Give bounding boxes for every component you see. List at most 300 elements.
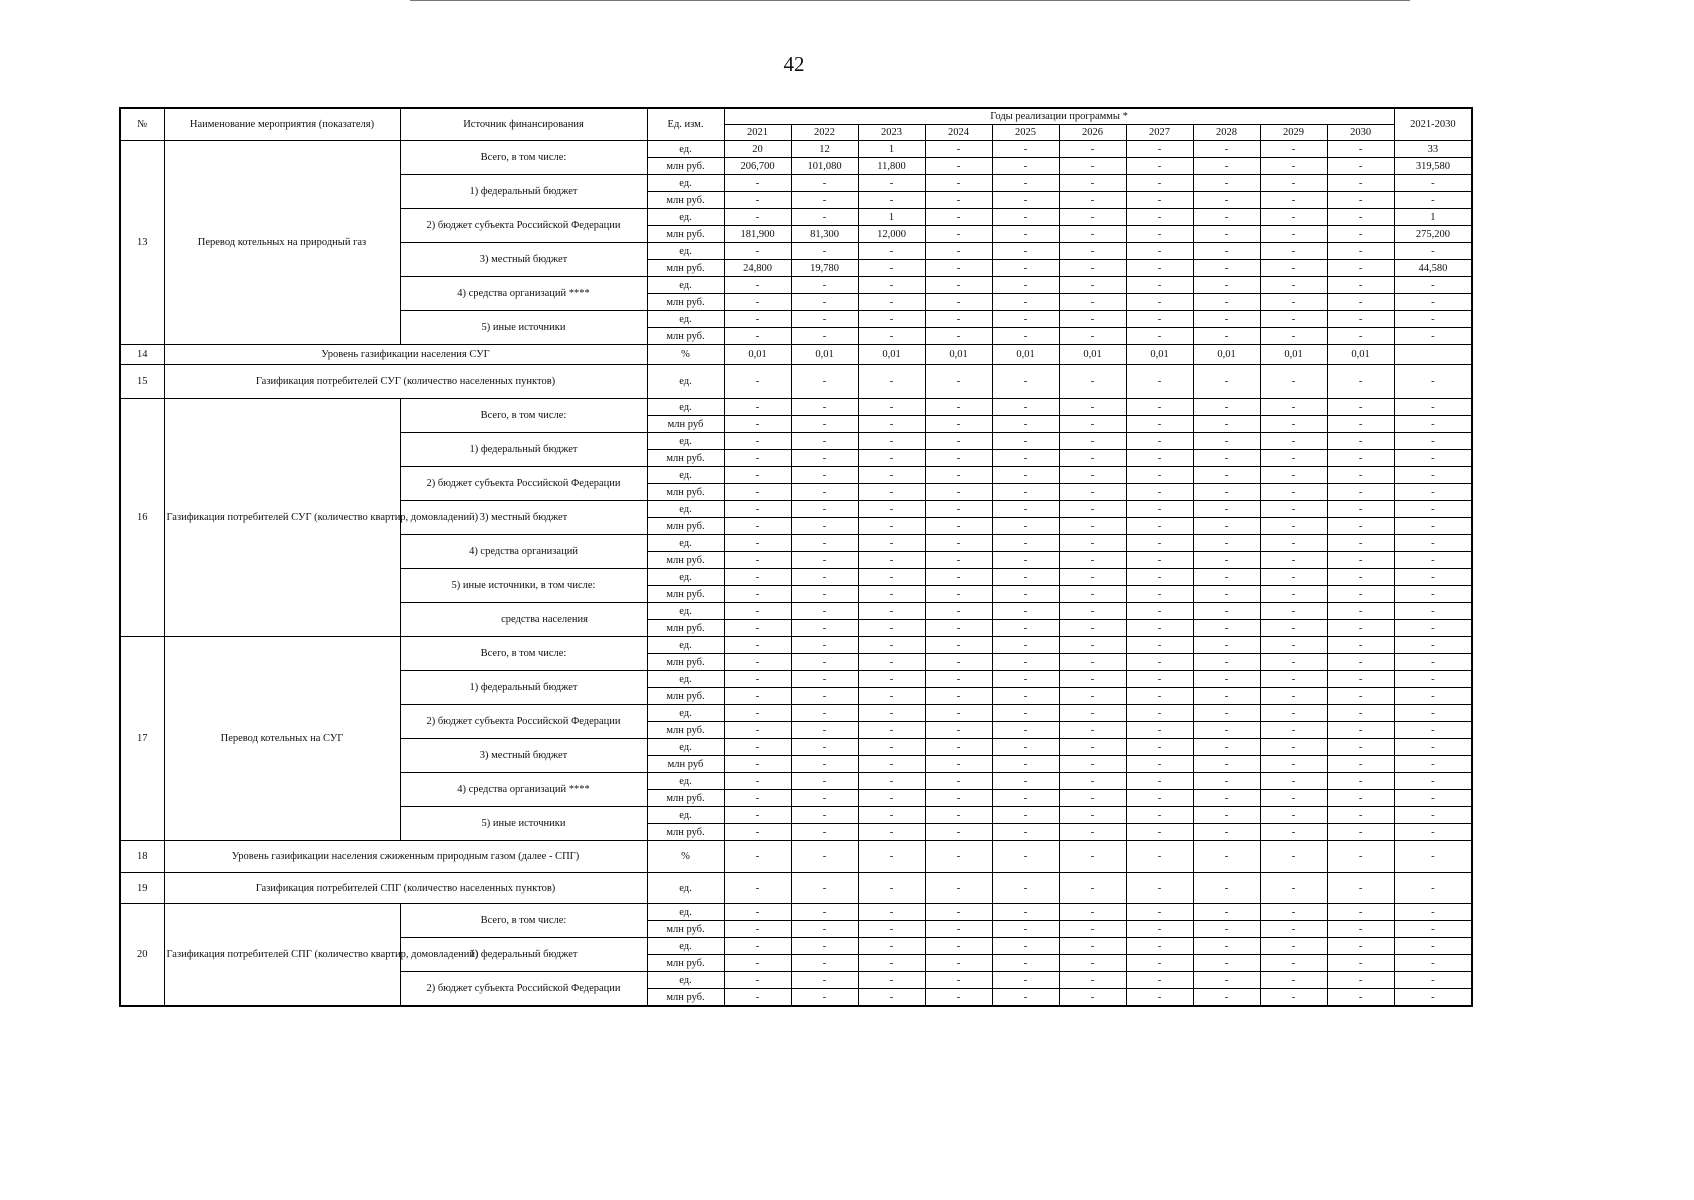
- year-value: -: [1126, 989, 1193, 1007]
- year-value: -: [992, 773, 1059, 790]
- year-value: -: [1327, 705, 1394, 722]
- year-value: -: [858, 739, 925, 756]
- funding-source: 3) местный бюджет: [400, 501, 647, 535]
- year-value: -: [1193, 603, 1260, 620]
- year-value: -: [992, 569, 1059, 586]
- unit-cell: млн руб.: [647, 722, 724, 739]
- total-value: -: [1394, 620, 1472, 637]
- total-value: -: [1394, 175, 1472, 192]
- total-value: -: [1394, 705, 1472, 722]
- year-value: 11,800: [858, 158, 925, 175]
- unit-cell: %: [647, 345, 724, 365]
- funding-source: 1) федеральный бюджет: [400, 175, 647, 209]
- year-value: -: [1193, 535, 1260, 552]
- funding-source: 2) бюджет субъекта Российской Федерации: [400, 467, 647, 501]
- header-year: 2022: [791, 125, 858, 141]
- total-value: -: [1394, 433, 1472, 450]
- year-value: -: [791, 311, 858, 328]
- year-value: -: [1126, 739, 1193, 756]
- year-value: -: [858, 416, 925, 433]
- unit-cell: ед.: [647, 904, 724, 921]
- unit-cell: млн руб: [647, 416, 724, 433]
- year-value: 12: [791, 141, 858, 158]
- year-value: -: [1193, 365, 1260, 399]
- year-value: -: [1059, 450, 1126, 467]
- year-value: -: [858, 972, 925, 989]
- year-value: -: [724, 807, 791, 824]
- year-value: -: [992, 938, 1059, 955]
- year-value: -: [1260, 637, 1327, 654]
- year-value: -: [1193, 654, 1260, 671]
- year-value: -: [1193, 518, 1260, 535]
- year-value: -: [1059, 192, 1126, 209]
- year-value: -: [925, 260, 992, 277]
- unit-cell: млн руб.: [647, 586, 724, 603]
- year-value: -: [1126, 705, 1193, 722]
- year-value: -: [858, 603, 925, 620]
- year-value: -: [925, 467, 992, 484]
- year-value: -: [791, 904, 858, 921]
- unit-cell: ед.: [647, 603, 724, 620]
- year-value: -: [1193, 311, 1260, 328]
- year-value: -: [1193, 209, 1260, 226]
- funding-source: 3) местный бюджет: [400, 243, 647, 277]
- header-year: 2023: [858, 125, 925, 141]
- year-value: -: [1059, 989, 1126, 1007]
- year-value: -: [1126, 433, 1193, 450]
- year-value: -: [1260, 277, 1327, 294]
- year-value: -: [791, 756, 858, 773]
- funding-source: 3) местный бюджет: [400, 739, 647, 773]
- year-value: -: [791, 328, 858, 345]
- total-value: -: [1394, 243, 1472, 260]
- total-value: -: [1394, 904, 1472, 921]
- funding-source: средства населения: [400, 603, 647, 637]
- year-value: -: [724, 192, 791, 209]
- year-value: -: [858, 277, 925, 294]
- year-value: -: [791, 824, 858, 841]
- year-value: -: [1260, 972, 1327, 989]
- year-value: -: [1260, 620, 1327, 637]
- year-value: -: [1260, 989, 1327, 1007]
- year-value: -: [1260, 294, 1327, 311]
- year-value: -: [1126, 841, 1193, 873]
- year-value: -: [1193, 158, 1260, 175]
- year-value: -: [1193, 790, 1260, 807]
- row-number: 13: [120, 141, 164, 345]
- table-row: [120, 873, 1472, 904]
- table-row: [120, 904, 1472, 921]
- year-value: -: [1193, 467, 1260, 484]
- year-value: -: [1193, 192, 1260, 209]
- year-value: -: [925, 688, 992, 705]
- year-value: -: [1059, 260, 1126, 277]
- year-value: -: [858, 654, 925, 671]
- indicator-name: Газификация потребителей СПГ (количество населенных пунктов): [164, 873, 647, 904]
- year-value: -: [1059, 603, 1126, 620]
- year-value: -: [1059, 484, 1126, 501]
- year-value: -: [1193, 824, 1260, 841]
- year-value: -: [858, 586, 925, 603]
- funding-source: 5) иные источники: [400, 807, 647, 841]
- header-total: 2021-2030: [1394, 108, 1472, 141]
- funding-source: Всего, в том числе:: [400, 399, 647, 433]
- year-value: -: [992, 873, 1059, 904]
- year-value: -: [1059, 416, 1126, 433]
- year-value: -: [1327, 416, 1394, 433]
- year-value: -: [791, 467, 858, 484]
- funding-source: Всего, в том числе:: [400, 637, 647, 671]
- year-value: -: [925, 399, 992, 416]
- year-value: -: [1059, 294, 1126, 311]
- unit-cell: ед.: [647, 467, 724, 484]
- year-value: -: [858, 824, 925, 841]
- year-value: -: [1059, 873, 1126, 904]
- total-value: 319,580: [1394, 158, 1472, 175]
- unit-cell: млн руб.: [647, 484, 724, 501]
- year-value: -: [1327, 569, 1394, 586]
- year-value: -: [1193, 807, 1260, 824]
- year-value: -: [1193, 620, 1260, 637]
- unit-cell: млн руб.: [647, 654, 724, 671]
- header-name: Наименование мероприятия (показателя): [164, 108, 400, 141]
- total-value: 1: [1394, 209, 1472, 226]
- year-value: -: [724, 311, 791, 328]
- year-value: 0,01: [1193, 345, 1260, 365]
- year-value: -: [992, 807, 1059, 824]
- year-value: -: [1260, 433, 1327, 450]
- unit-cell: ед.: [647, 705, 724, 722]
- indicator-name: Газификация потребителей СУГ (количество населенных пунктов): [164, 365, 647, 399]
- year-value: -: [1059, 433, 1126, 450]
- year-value: -: [992, 260, 1059, 277]
- year-value: -: [858, 620, 925, 637]
- year-value: -: [1260, 773, 1327, 790]
- year-value: -: [992, 739, 1059, 756]
- total-value: -: [1394, 518, 1472, 535]
- year-value: -: [1059, 141, 1126, 158]
- year-value: -: [992, 399, 1059, 416]
- year-value: 101,080: [791, 158, 858, 175]
- year-value: 19,780: [791, 260, 858, 277]
- year-value: -: [925, 807, 992, 824]
- year-value: -: [925, 243, 992, 260]
- indicator-name: Уровень газификации населения сжиженным природным газом (далее - СПГ): [164, 841, 647, 873]
- funding-source: 1) федеральный бюджет: [400, 433, 647, 467]
- year-value: -: [925, 904, 992, 921]
- top-divider: [410, 0, 1410, 1]
- year-value: -: [1126, 955, 1193, 972]
- year-value: -: [1126, 807, 1193, 824]
- year-value: -: [992, 192, 1059, 209]
- activity-name: Перевод котельных на СУГ: [164, 637, 400, 841]
- year-value: -: [858, 501, 925, 518]
- year-value: 0,01: [925, 345, 992, 365]
- year-value: -: [992, 722, 1059, 739]
- year-value: -: [1059, 158, 1126, 175]
- header-year: 2021: [724, 125, 791, 141]
- year-value: -: [858, 921, 925, 938]
- year-value: -: [858, 938, 925, 955]
- year-value: -: [925, 955, 992, 972]
- year-value: -: [1260, 141, 1327, 158]
- year-value: -: [1193, 569, 1260, 586]
- year-value: -: [1059, 569, 1126, 586]
- year-value: 206,700: [724, 158, 791, 175]
- year-value: -: [1260, 484, 1327, 501]
- activity-name: Газификация потребителей СПГ (количество квартир, домовладений): [164, 904, 400, 1007]
- total-value: -: [1394, 739, 1472, 756]
- year-value: -: [1193, 773, 1260, 790]
- year-value: -: [925, 311, 992, 328]
- year-value: -: [1327, 671, 1394, 688]
- funding-source: 2) бюджет субъекта Российской Федерации: [400, 972, 647, 1007]
- year-value: -: [791, 989, 858, 1007]
- year-value: -: [791, 620, 858, 637]
- year-value: -: [724, 603, 791, 620]
- year-value: -: [1327, 243, 1394, 260]
- year-value: -: [1260, 226, 1327, 243]
- year-value: -: [724, 433, 791, 450]
- total-value: -: [1394, 535, 1472, 552]
- year-value: -: [1059, 972, 1126, 989]
- year-value: -: [858, 243, 925, 260]
- year-value: -: [992, 841, 1059, 873]
- year-value: -: [925, 921, 992, 938]
- total-value: -: [1394, 501, 1472, 518]
- funding-source: 1) федеральный бюджет: [400, 938, 647, 972]
- year-value: -: [1126, 972, 1193, 989]
- year-value: -: [1059, 824, 1126, 841]
- year-value: -: [1193, 938, 1260, 955]
- year-value: -: [1126, 277, 1193, 294]
- year-value: -: [858, 260, 925, 277]
- year-value: -: [858, 192, 925, 209]
- year-value: -: [724, 790, 791, 807]
- year-value: -: [1327, 739, 1394, 756]
- unit-cell: ед.: [647, 243, 724, 260]
- year-value: -: [1126, 158, 1193, 175]
- year-value: -: [992, 921, 1059, 938]
- year-value: -: [1260, 158, 1327, 175]
- year-value: -: [1327, 620, 1394, 637]
- year-value: -: [724, 518, 791, 535]
- year-value: -: [1059, 518, 1126, 535]
- total-value: -: [1394, 756, 1472, 773]
- page-number: 42: [783, 52, 805, 76]
- table-body: [120, 141, 1472, 1007]
- year-value: -: [858, 328, 925, 345]
- year-value: -: [724, 365, 791, 399]
- year-value: -: [1327, 586, 1394, 603]
- total-value: -: [1394, 773, 1472, 790]
- year-value: -: [1327, 972, 1394, 989]
- year-value: -: [724, 739, 791, 756]
- row-number: 18: [120, 841, 164, 873]
- total-value: -: [1394, 552, 1472, 569]
- year-value: -: [992, 175, 1059, 192]
- year-value: -: [992, 824, 1059, 841]
- funding-source: 5) иные источники, в том числе:: [400, 569, 647, 603]
- row-number: 14: [120, 345, 164, 365]
- year-value: 181,900: [724, 226, 791, 243]
- year-value: -: [925, 416, 992, 433]
- year-value: -: [1126, 569, 1193, 586]
- year-value: -: [791, 294, 858, 311]
- year-value: 1: [858, 141, 925, 158]
- year-value: -: [992, 654, 1059, 671]
- year-value: -: [1193, 328, 1260, 345]
- table-row: [120, 841, 1472, 873]
- year-value: -: [1193, 904, 1260, 921]
- year-value: -: [858, 904, 925, 921]
- year-value: -: [724, 841, 791, 873]
- year-value: -: [925, 722, 992, 739]
- unit-cell: ед.: [647, 365, 724, 399]
- year-value: -: [992, 365, 1059, 399]
- year-value: -: [1260, 722, 1327, 739]
- total-value: -: [1394, 654, 1472, 671]
- unit-cell: млн руб.: [647, 226, 724, 243]
- year-value: -: [1327, 535, 1394, 552]
- year-value: -: [1126, 175, 1193, 192]
- total-value: 275,200: [1394, 226, 1472, 243]
- year-value: -: [1059, 921, 1126, 938]
- header-num: №: [120, 108, 164, 141]
- unit-cell: млн руб.: [647, 921, 724, 938]
- year-value: -: [858, 688, 925, 705]
- year-value: -: [925, 501, 992, 518]
- total-value: -: [1394, 841, 1472, 873]
- year-value: -: [925, 603, 992, 620]
- year-value: -: [1126, 671, 1193, 688]
- total-value: -: [1394, 637, 1472, 654]
- year-value: -: [925, 637, 992, 654]
- year-value: -: [1126, 399, 1193, 416]
- year-value: -: [791, 484, 858, 501]
- year-value: -: [1260, 399, 1327, 416]
- year-value: -: [925, 294, 992, 311]
- year-value: -: [925, 209, 992, 226]
- year-value: -: [1260, 841, 1327, 873]
- year-value: -: [791, 209, 858, 226]
- year-value: -: [1126, 756, 1193, 773]
- year-value: -: [858, 569, 925, 586]
- year-value: -: [858, 399, 925, 416]
- year-value: -: [1126, 824, 1193, 841]
- year-value: -: [1327, 399, 1394, 416]
- year-value: -: [724, 399, 791, 416]
- year-value: -: [925, 756, 992, 773]
- year-value: -: [1059, 226, 1126, 243]
- year-value: -: [1126, 637, 1193, 654]
- year-value: -: [1327, 226, 1394, 243]
- year-value: -: [1327, 824, 1394, 841]
- year-value: -: [724, 756, 791, 773]
- year-value: -: [925, 552, 992, 569]
- year-value: -: [1193, 722, 1260, 739]
- year-value: -: [1126, 773, 1193, 790]
- year-value: -: [1126, 484, 1193, 501]
- unit-cell: млн руб.: [647, 552, 724, 569]
- year-value: -: [724, 535, 791, 552]
- header-year: 2027: [1126, 125, 1193, 141]
- year-value: -: [1193, 921, 1260, 938]
- total-value: 44,580: [1394, 260, 1472, 277]
- year-value: -: [1260, 552, 1327, 569]
- year-value: -: [1260, 467, 1327, 484]
- year-value: -: [1126, 620, 1193, 637]
- unit-cell: ед.: [647, 773, 724, 790]
- year-value: -: [1126, 873, 1193, 904]
- year-value: -: [1327, 637, 1394, 654]
- year-value: -: [1193, 260, 1260, 277]
- year-value: -: [1260, 873, 1327, 904]
- year-value: -: [724, 450, 791, 467]
- year-value: -: [925, 620, 992, 637]
- year-value: -: [1059, 467, 1126, 484]
- year-value: -: [1327, 722, 1394, 739]
- year-value: -: [925, 938, 992, 955]
- year-value: -: [791, 705, 858, 722]
- funding-source: 4) средства организаций ****: [400, 277, 647, 311]
- year-value: -: [992, 501, 1059, 518]
- year-value: -: [1260, 243, 1327, 260]
- year-value: -: [1260, 416, 1327, 433]
- year-value: -: [925, 586, 992, 603]
- year-value: -: [1193, 501, 1260, 518]
- year-value: -: [1059, 807, 1126, 824]
- year-value: -: [992, 955, 1059, 972]
- year-value: -: [724, 654, 791, 671]
- year-value: -: [724, 637, 791, 654]
- year-value: -: [1327, 938, 1394, 955]
- year-value: -: [724, 243, 791, 260]
- year-value: -: [992, 450, 1059, 467]
- year-value: -: [925, 226, 992, 243]
- total-value: -: [1394, 603, 1472, 620]
- year-value: -: [925, 739, 992, 756]
- year-value: -: [1260, 260, 1327, 277]
- year-value: -: [858, 535, 925, 552]
- year-value: -: [1126, 535, 1193, 552]
- unit-cell: ед.: [647, 972, 724, 989]
- year-value: -: [1327, 873, 1394, 904]
- total-value: -: [1394, 722, 1472, 739]
- year-value: -: [791, 790, 858, 807]
- header-year: 2029: [1260, 125, 1327, 141]
- table-row: [120, 399, 1472, 416]
- year-value: -: [1327, 209, 1394, 226]
- funding-source: 2) бюджет субъекта Российской Федерации: [400, 705, 647, 739]
- year-value: -: [1260, 192, 1327, 209]
- year-value: -: [1260, 654, 1327, 671]
- unit-cell: ед.: [647, 739, 724, 756]
- year-value: -: [858, 450, 925, 467]
- year-value: -: [1260, 955, 1327, 972]
- total-value: -: [1394, 921, 1472, 938]
- header-year: 2025: [992, 125, 1059, 141]
- year-value: -: [1327, 518, 1394, 535]
- year-value: -: [724, 955, 791, 972]
- year-value: -: [724, 921, 791, 938]
- year-value: -: [992, 484, 1059, 501]
- year-value: -: [724, 938, 791, 955]
- year-value: -: [1260, 175, 1327, 192]
- year-value: -: [858, 518, 925, 535]
- year-value: -: [858, 807, 925, 824]
- year-value: -: [1260, 921, 1327, 938]
